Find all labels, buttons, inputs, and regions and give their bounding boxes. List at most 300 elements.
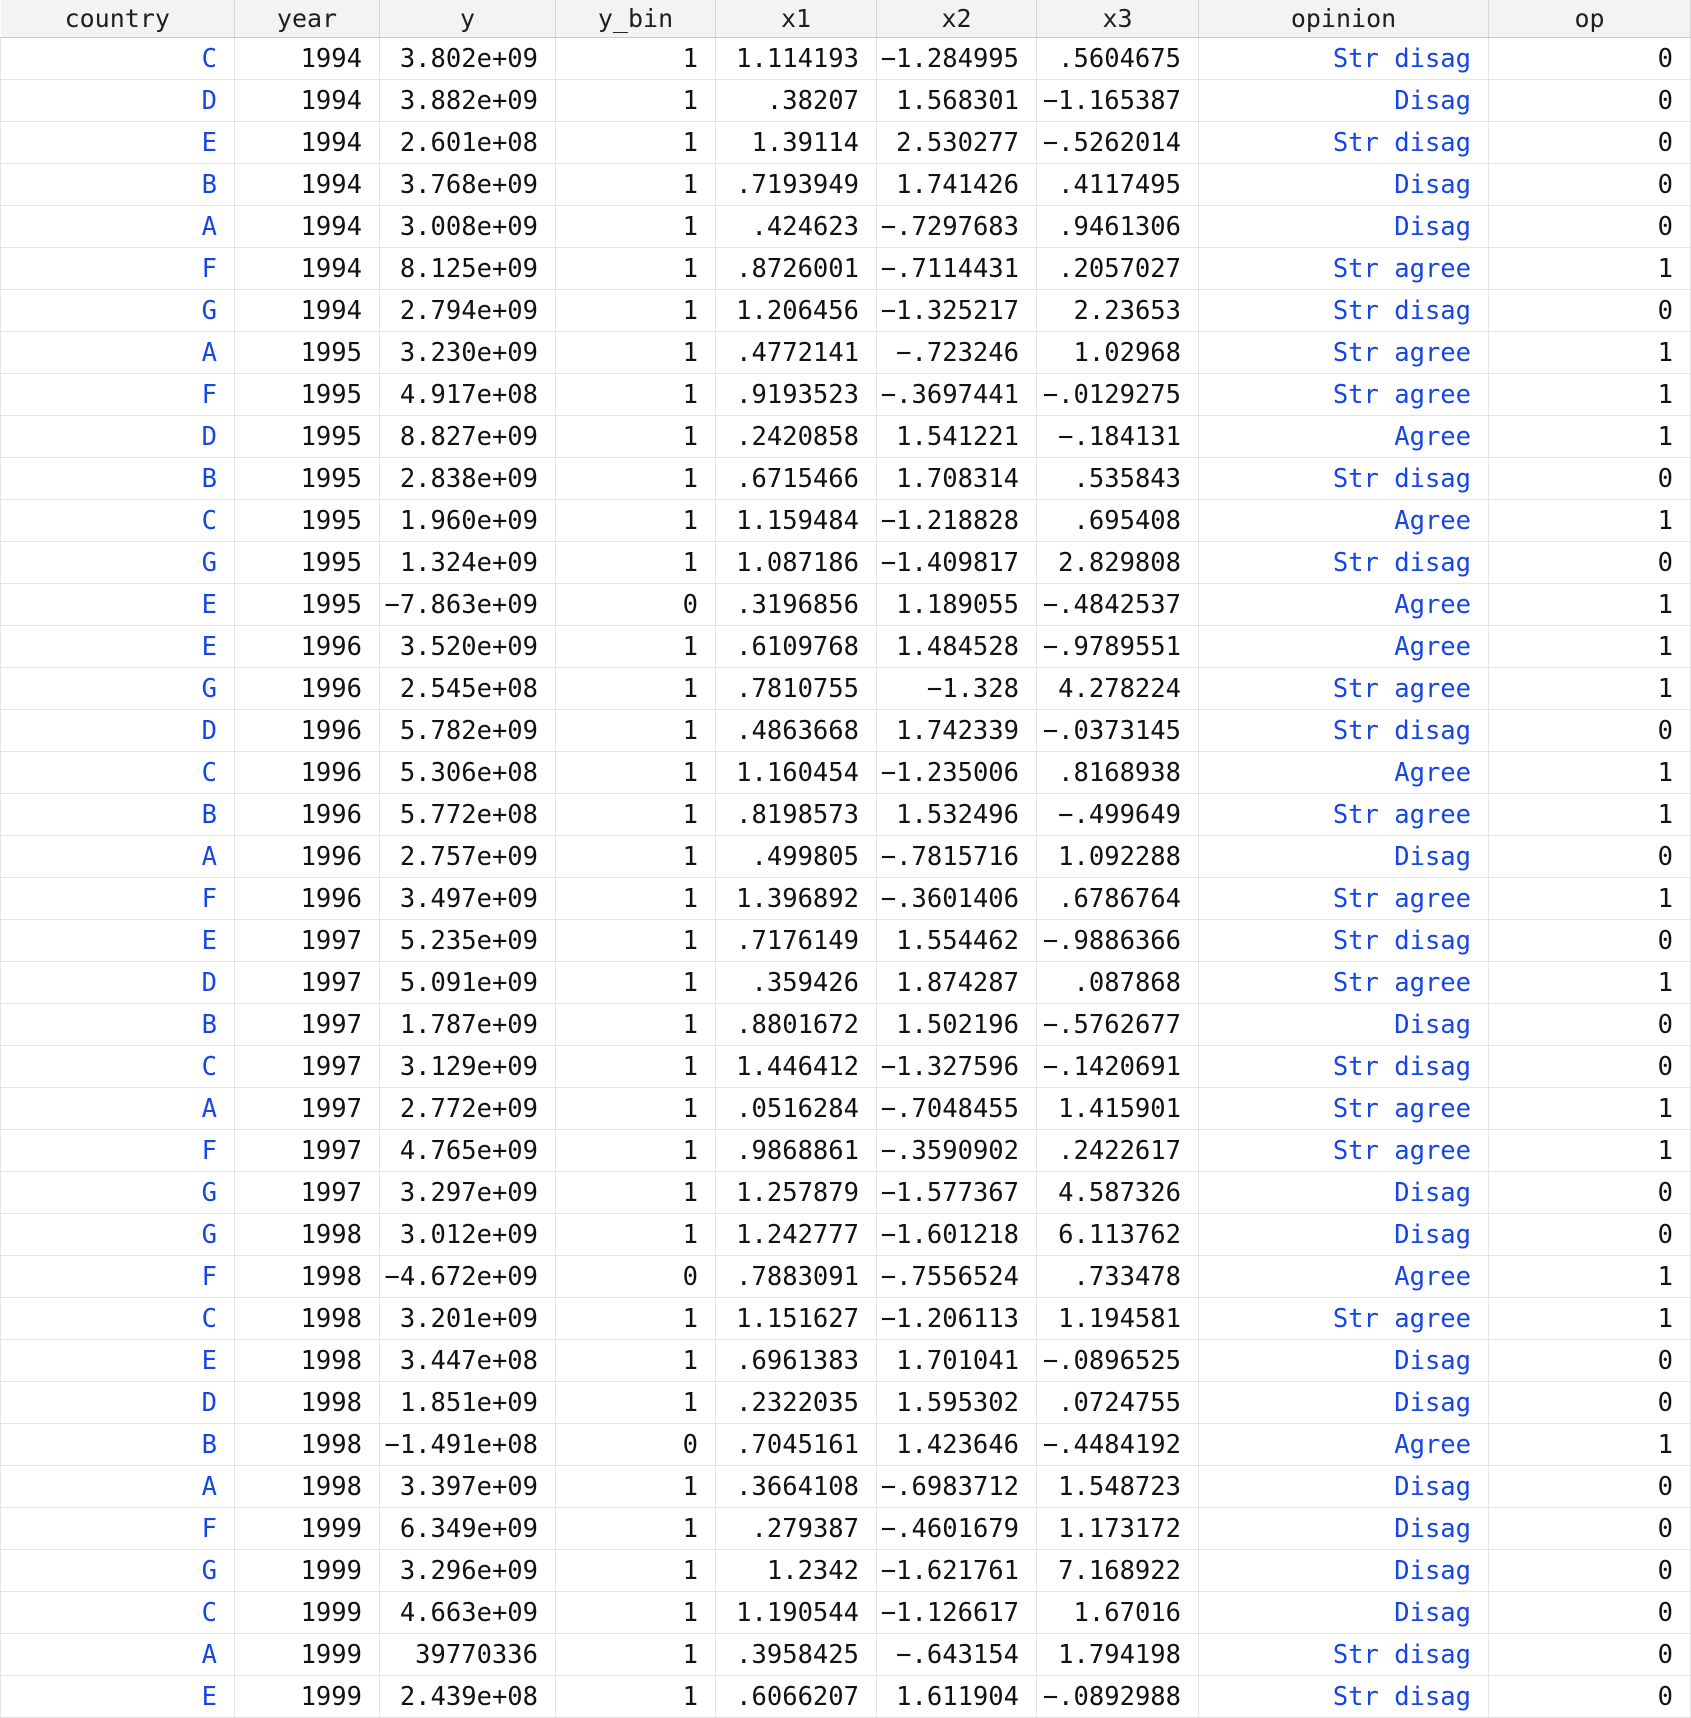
cell-country[interactable]: G	[1, 1214, 235, 1256]
table-row[interactable]	[1, 542, 1691, 584]
cell-x3[interactable]: .5604675	[1037, 38, 1199, 80]
cell-x2[interactable]: 1.701041	[877, 1340, 1037, 1382]
cell-x3[interactable]: .087868	[1037, 962, 1199, 1004]
cell-country[interactable]: F	[1, 374, 235, 416]
cell-x1[interactable]: 1.159484	[716, 500, 877, 542]
cell-country[interactable]: B	[1, 1004, 235, 1046]
table-row[interactable]	[1, 1676, 1691, 1718]
cell-y-bin[interactable]: 1	[556, 542, 716, 584]
cell-y-bin[interactable]: 1	[556, 836, 716, 878]
cell-op[interactable]: 0	[1489, 1214, 1691, 1256]
cell-opinion[interactable]: Str disag	[1199, 458, 1489, 500]
cell-op[interactable]: 0	[1489, 206, 1691, 248]
cell-x2[interactable]: 1.541221	[877, 416, 1037, 458]
cell-x2[interactable]: −1.235006	[877, 752, 1037, 794]
cell-x1[interactable]: 1.446412	[716, 1046, 877, 1088]
cell-y[interactable]: 1.960e+09	[380, 500, 556, 542]
cell-op[interactable]: 1	[1489, 416, 1691, 458]
cell-year[interactable]: 1995	[235, 584, 380, 626]
cell-x1[interactable]: .7810755	[716, 668, 877, 710]
cell-op[interactable]: 0	[1489, 38, 1691, 80]
cell-x2[interactable]: 1.741426	[877, 164, 1037, 206]
cell-country[interactable]: F	[1, 878, 235, 920]
cell-year[interactable]: 1998	[235, 1382, 380, 1424]
cell-op[interactable]: 1	[1489, 248, 1691, 290]
cell-country[interactable]: A	[1, 332, 235, 374]
cell-y-bin[interactable]: 1	[556, 1676, 716, 1718]
table-row[interactable]	[1, 374, 1691, 416]
cell-opinion[interactable]: Disag	[1199, 80, 1489, 122]
cell-year[interactable]: 1997	[235, 1130, 380, 1172]
cell-year[interactable]: 1995	[235, 374, 380, 416]
cell-country[interactable]: A	[1, 1466, 235, 1508]
cell-x3[interactable]: 7.168922	[1037, 1550, 1199, 1592]
cell-x1[interactable]: .8726001	[716, 248, 877, 290]
cell-opinion[interactable]: Disag	[1199, 164, 1489, 206]
cell-year[interactable]: 1997	[235, 1172, 380, 1214]
cell-y-bin[interactable]: 1	[556, 794, 716, 836]
cell-x2[interactable]: −.7048455	[877, 1088, 1037, 1130]
cell-opinion[interactable]: Agree	[1199, 584, 1489, 626]
cell-x1[interactable]: .3196856	[716, 584, 877, 626]
cell-x3[interactable]: 1.794198	[1037, 1634, 1199, 1676]
cell-x1[interactable]: .7193949	[716, 164, 877, 206]
table-row[interactable]	[1, 668, 1691, 710]
cell-y-bin[interactable]: 1	[556, 710, 716, 752]
table-row[interactable]	[1, 1214, 1691, 1256]
cell-country[interactable]: A	[1, 836, 235, 878]
cell-country[interactable]: B	[1, 1424, 235, 1466]
cell-x1[interactable]: .359426	[716, 962, 877, 1004]
cell-y-bin[interactable]: 1	[556, 1550, 716, 1592]
cell-y-bin[interactable]: 1	[556, 1634, 716, 1676]
cell-country[interactable]: D	[1, 962, 235, 1004]
table-row[interactable]	[1, 206, 1691, 248]
cell-year[interactable]: 1995	[235, 500, 380, 542]
cell-y-bin[interactable]: 1	[556, 1130, 716, 1172]
cell-country[interactable]: E	[1, 584, 235, 626]
cell-x2[interactable]: 1.568301	[877, 80, 1037, 122]
cell-x2[interactable]: −.723246	[877, 332, 1037, 374]
cell-x1[interactable]: 1.151627	[716, 1298, 877, 1340]
cell-x1[interactable]: .424623	[716, 206, 877, 248]
cell-y-bin[interactable]: 1	[556, 1382, 716, 1424]
cell-x3[interactable]: −.5262014	[1037, 122, 1199, 164]
cell-x1[interactable]: .499805	[716, 836, 877, 878]
table-row[interactable]	[1, 248, 1691, 290]
cell-x2[interactable]: 1.742339	[877, 710, 1037, 752]
cell-x2[interactable]: −1.601218	[877, 1214, 1037, 1256]
cell-y[interactable]: 5.772e+08	[380, 794, 556, 836]
cell-y[interactable]: −4.672e+09	[380, 1256, 556, 1298]
cell-x3[interactable]: 1.092288	[1037, 836, 1199, 878]
table-row[interactable]	[1, 878, 1691, 920]
cell-opinion[interactable]: Disag	[1199, 1466, 1489, 1508]
cell-opinion[interactable]: Str agree	[1199, 962, 1489, 1004]
cell-x2[interactable]: −.6983712	[877, 1466, 1037, 1508]
cell-x2[interactable]: −.4601679	[877, 1508, 1037, 1550]
cell-country[interactable]: C	[1, 500, 235, 542]
cell-x1[interactable]: .38207	[716, 80, 877, 122]
cell-year[interactable]: 1994	[235, 122, 380, 164]
column-header-y-bin[interactable]: y_bin	[556, 0, 716, 38]
cell-x1[interactable]: .4863668	[716, 710, 877, 752]
cell-opinion[interactable]: Agree	[1199, 752, 1489, 794]
cell-year[interactable]: 1998	[235, 1340, 380, 1382]
cell-year[interactable]: 1996	[235, 626, 380, 668]
cell-opinion[interactable]: Str disag	[1199, 1634, 1489, 1676]
table-row[interactable]	[1, 290, 1691, 332]
cell-opinion[interactable]: Str agree	[1199, 668, 1489, 710]
cell-year[interactable]: 1994	[235, 248, 380, 290]
cell-y[interactable]: 2.545e+08	[380, 668, 556, 710]
cell-x2[interactable]: −1.327596	[877, 1046, 1037, 1088]
cell-x2[interactable]: 1.874287	[877, 962, 1037, 1004]
cell-year[interactable]: 1999	[235, 1508, 380, 1550]
cell-y[interactable]: 3.008e+09	[380, 206, 556, 248]
cell-country[interactable]: G	[1, 1172, 235, 1214]
cell-x3[interactable]: −.0129275	[1037, 374, 1199, 416]
table-row[interactable]	[1, 1088, 1691, 1130]
cell-year[interactable]: 1998	[235, 1466, 380, 1508]
cell-y[interactable]: 2.794e+09	[380, 290, 556, 332]
cell-op[interactable]: 0	[1489, 1676, 1691, 1718]
cell-year[interactable]: 1999	[235, 1676, 380, 1718]
cell-country[interactable]: E	[1, 1676, 235, 1718]
cell-x3[interactable]: −.184131	[1037, 416, 1199, 458]
cell-y[interactable]: 5.235e+09	[380, 920, 556, 962]
cell-op[interactable]: 1	[1489, 878, 1691, 920]
cell-x2[interactable]: −.7815716	[877, 836, 1037, 878]
cell-opinion[interactable]: Agree	[1199, 1424, 1489, 1466]
cell-y[interactable]: 5.091e+09	[380, 962, 556, 1004]
cell-y[interactable]: 2.772e+09	[380, 1088, 556, 1130]
cell-y[interactable]: 3.012e+09	[380, 1214, 556, 1256]
cell-y[interactable]: −7.863e+09	[380, 584, 556, 626]
cell-op[interactable]: 1	[1489, 1088, 1691, 1130]
cell-op[interactable]: 0	[1489, 1340, 1691, 1382]
cell-x3[interactable]: .2057027	[1037, 248, 1199, 290]
cell-opinion[interactable]: Agree	[1199, 1256, 1489, 1298]
table-row[interactable]	[1, 836, 1691, 878]
cell-country[interactable]: E	[1, 626, 235, 668]
cell-op[interactable]: 0	[1489, 1004, 1691, 1046]
cell-x1[interactable]: .7045161	[716, 1424, 877, 1466]
table-row[interactable]	[1, 1550, 1691, 1592]
cell-x3[interactable]: 1.194581	[1037, 1298, 1199, 1340]
cell-x2[interactable]: −1.577367	[877, 1172, 1037, 1214]
cell-opinion[interactable]: Str agree	[1199, 794, 1489, 836]
cell-y-bin[interactable]: 1	[556, 206, 716, 248]
table-row[interactable]	[1, 710, 1691, 752]
cell-y[interactable]: 3.520e+09	[380, 626, 556, 668]
cell-x2[interactable]: −1.621761	[877, 1550, 1037, 1592]
cell-x1[interactable]: 1.206456	[716, 290, 877, 332]
cell-x2[interactable]: −.3590902	[877, 1130, 1037, 1172]
cell-x2[interactable]: −.7297683	[877, 206, 1037, 248]
cell-opinion[interactable]: Disag	[1199, 1550, 1489, 1592]
cell-x2[interactable]: −.7556524	[877, 1256, 1037, 1298]
column-header-x2[interactable]: x2	[877, 0, 1037, 38]
table-row[interactable]	[1, 1256, 1691, 1298]
cell-op[interactable]: 1	[1489, 626, 1691, 668]
cell-op[interactable]: 1	[1489, 374, 1691, 416]
cell-y[interactable]: 1.851e+09	[380, 1382, 556, 1424]
cell-year[interactable]: 1998	[235, 1256, 380, 1298]
cell-year[interactable]: 1994	[235, 290, 380, 332]
cell-op[interactable]: 1	[1489, 1130, 1691, 1172]
cell-year[interactable]: 1997	[235, 1004, 380, 1046]
cell-y[interactable]: 3.296e+09	[380, 1550, 556, 1592]
cell-year[interactable]: 1996	[235, 668, 380, 710]
cell-country[interactable]: E	[1, 920, 235, 962]
cell-op[interactable]: 1	[1489, 1256, 1691, 1298]
column-header-x1[interactable]: x1	[716, 0, 877, 38]
table-row[interactable]	[1, 1130, 1691, 1172]
table-row[interactable]	[1, 1046, 1691, 1088]
cell-y-bin[interactable]: 1	[556, 458, 716, 500]
cell-x1[interactable]: .6109768	[716, 626, 877, 668]
cell-x1[interactable]: .6715466	[716, 458, 877, 500]
cell-op[interactable]: 0	[1489, 1046, 1691, 1088]
cell-x1[interactable]: .9193523	[716, 374, 877, 416]
table-row[interactable]	[1, 584, 1691, 626]
cell-x2[interactable]: 1.554462	[877, 920, 1037, 962]
cell-x1[interactable]: .0516284	[716, 1088, 877, 1130]
cell-x1[interactable]: .4772141	[716, 332, 877, 374]
cell-x2[interactable]: 1.502196	[877, 1004, 1037, 1046]
cell-country[interactable]: D	[1, 1382, 235, 1424]
cell-y[interactable]: 6.349e+09	[380, 1508, 556, 1550]
cell-opinion[interactable]: Str agree	[1199, 1088, 1489, 1130]
cell-country[interactable]: G	[1, 668, 235, 710]
table-row[interactable]	[1, 1592, 1691, 1634]
cell-op[interactable]: 0	[1489, 920, 1691, 962]
table-row[interactable]	[1, 164, 1691, 206]
cell-x3[interactable]: .535843	[1037, 458, 1199, 500]
cell-y-bin[interactable]: 1	[556, 1004, 716, 1046]
cell-x1[interactable]: 1.39114	[716, 122, 877, 164]
column-header-x3[interactable]: x3	[1037, 0, 1199, 38]
cell-x1[interactable]: 1.2342	[716, 1550, 877, 1592]
cell-op[interactable]: 0	[1489, 836, 1691, 878]
cell-opinion[interactable]: Agree	[1199, 626, 1489, 668]
cell-x1[interactable]: .8198573	[716, 794, 877, 836]
cell-y[interactable]: 2.838e+09	[380, 458, 556, 500]
cell-x3[interactable]: 2.829808	[1037, 542, 1199, 584]
cell-y[interactable]: 8.125e+09	[380, 248, 556, 290]
cell-op[interactable]: 0	[1489, 164, 1691, 206]
cell-x2[interactable]: −1.325217	[877, 290, 1037, 332]
cell-opinion[interactable]: Str disag	[1199, 710, 1489, 752]
cell-country[interactable]: E	[1, 1340, 235, 1382]
cell-op[interactable]: 0	[1489, 122, 1691, 164]
cell-op[interactable]: 1	[1489, 1424, 1691, 1466]
cell-y[interactable]: 2.439e+08	[380, 1676, 556, 1718]
table-row[interactable]	[1, 1382, 1691, 1424]
cell-op[interactable]: 0	[1489, 1172, 1691, 1214]
cell-y-bin[interactable]: 0	[556, 1424, 716, 1466]
cell-opinion[interactable]: Str agree	[1199, 248, 1489, 290]
cell-y[interactable]: 3.802e+09	[380, 38, 556, 80]
cell-opinion[interactable]: Str disag	[1199, 122, 1489, 164]
cell-x1[interactable]: 1.396892	[716, 878, 877, 920]
cell-y-bin[interactable]: 1	[556, 374, 716, 416]
cell-x3[interactable]: .8168938	[1037, 752, 1199, 794]
table-row[interactable]	[1, 962, 1691, 1004]
cell-opinion[interactable]: Str agree	[1199, 1130, 1489, 1172]
cell-y-bin[interactable]: 1	[556, 878, 716, 920]
cell-x1[interactable]: .8801672	[716, 1004, 877, 1046]
table-row[interactable]	[1, 1634, 1691, 1676]
cell-x3[interactable]: 4.278224	[1037, 668, 1199, 710]
cell-y-bin[interactable]: 1	[556, 1088, 716, 1130]
cell-x2[interactable]: −.3697441	[877, 374, 1037, 416]
cell-y-bin[interactable]: 1	[556, 80, 716, 122]
cell-y[interactable]: 3.768e+09	[380, 164, 556, 206]
cell-y-bin[interactable]: 1	[556, 668, 716, 710]
cell-x3[interactable]: .4117495	[1037, 164, 1199, 206]
cell-country[interactable]: B	[1, 164, 235, 206]
cell-y[interactable]: 3.447e+08	[380, 1340, 556, 1382]
cell-year[interactable]: 1994	[235, 164, 380, 206]
cell-y[interactable]: 3.230e+09	[380, 332, 556, 374]
cell-opinion[interactable]: Str disag	[1199, 290, 1489, 332]
cell-op[interactable]: 1	[1489, 1298, 1691, 1340]
cell-x3[interactable]: −.0896525	[1037, 1340, 1199, 1382]
cell-x3[interactable]: 2.23653	[1037, 290, 1199, 332]
cell-y-bin[interactable]: 0	[556, 584, 716, 626]
cell-y-bin[interactable]: 1	[556, 626, 716, 668]
cell-y[interactable]: 3.882e+09	[380, 80, 556, 122]
cell-x1[interactable]: .3664108	[716, 1466, 877, 1508]
cell-x1[interactable]: .2420858	[716, 416, 877, 458]
cell-country[interactable]: F	[1, 1256, 235, 1298]
cell-country[interactable]: C	[1, 1046, 235, 1088]
cell-x3[interactable]: .2422617	[1037, 1130, 1199, 1172]
table-row[interactable]	[1, 458, 1691, 500]
cell-opinion[interactable]: Str disag	[1199, 542, 1489, 584]
cell-x1[interactable]: .3958425	[716, 1634, 877, 1676]
cell-x2[interactable]: 2.530277	[877, 122, 1037, 164]
cell-x3[interactable]: −.9886366	[1037, 920, 1199, 962]
cell-op[interactable]: 0	[1489, 458, 1691, 500]
cell-y[interactable]: 3.297e+09	[380, 1172, 556, 1214]
cell-y-bin[interactable]: 1	[556, 1466, 716, 1508]
cell-country[interactable]: B	[1, 794, 235, 836]
cell-y[interactable]: 4.765e+09	[380, 1130, 556, 1172]
cell-x2[interactable]: 1.484528	[877, 626, 1037, 668]
cell-opinion[interactable]: Disag	[1199, 1382, 1489, 1424]
cell-x3[interactable]: .9461306	[1037, 206, 1199, 248]
cell-x2[interactable]: −1.218828	[877, 500, 1037, 542]
cell-x3[interactable]: −.0373145	[1037, 710, 1199, 752]
cell-year[interactable]: 1999	[235, 1592, 380, 1634]
cell-op[interactable]: 0	[1489, 1550, 1691, 1592]
cell-y[interactable]: 1.324e+09	[380, 542, 556, 584]
cell-year[interactable]: 1999	[235, 1550, 380, 1592]
cell-y[interactable]: 2.601e+08	[380, 122, 556, 164]
cell-y-bin[interactable]: 1	[556, 500, 716, 542]
cell-x1[interactable]: .7176149	[716, 920, 877, 962]
cell-year[interactable]: 1996	[235, 794, 380, 836]
cell-opinion[interactable]: Agree	[1199, 416, 1489, 458]
cell-y-bin[interactable]: 1	[556, 1340, 716, 1382]
cell-opinion[interactable]: Disag	[1199, 1004, 1489, 1046]
cell-x3[interactable]: −.9789551	[1037, 626, 1199, 668]
cell-country[interactable]: C	[1, 1298, 235, 1340]
cell-opinion[interactable]: Str agree	[1199, 1298, 1489, 1340]
cell-country[interactable]: D	[1, 710, 235, 752]
cell-opinion[interactable]: Disag	[1199, 206, 1489, 248]
column-header-country[interactable]: country	[1, 0, 235, 38]
cell-year[interactable]: 1995	[235, 458, 380, 500]
table-row[interactable]	[1, 1004, 1691, 1046]
cell-x3[interactable]: −.0892988	[1037, 1676, 1199, 1718]
cell-country[interactable]: F	[1, 248, 235, 290]
cell-opinion[interactable]: Str agree	[1199, 332, 1489, 374]
cell-y-bin[interactable]: 1	[556, 752, 716, 794]
cell-y-bin[interactable]: 1	[556, 1172, 716, 1214]
cell-year[interactable]: 1998	[235, 1298, 380, 1340]
cell-x3[interactable]: .695408	[1037, 500, 1199, 542]
cell-country[interactable]: G	[1, 1550, 235, 1592]
cell-year[interactable]: 1994	[235, 206, 380, 248]
cell-country[interactable]: A	[1, 1634, 235, 1676]
cell-x2[interactable]: −1.206113	[877, 1298, 1037, 1340]
cell-x3[interactable]: −1.165387	[1037, 80, 1199, 122]
cell-x1[interactable]: .6961383	[716, 1340, 877, 1382]
cell-y-bin[interactable]: 1	[556, 1508, 716, 1550]
table-row[interactable]	[1, 1424, 1691, 1466]
cell-opinion[interactable]: Str disag	[1199, 1046, 1489, 1088]
table-row[interactable]	[1, 38, 1691, 80]
cell-year[interactable]: 1996	[235, 752, 380, 794]
cell-x2[interactable]: 1.595302	[877, 1382, 1037, 1424]
table-row[interactable]	[1, 80, 1691, 122]
cell-y-bin[interactable]: 1	[556, 38, 716, 80]
cell-x3[interactable]: −.5762677	[1037, 1004, 1199, 1046]
cell-y-bin[interactable]: 1	[556, 1592, 716, 1634]
cell-op[interactable]: 1	[1489, 752, 1691, 794]
cell-x3[interactable]: 1.173172	[1037, 1508, 1199, 1550]
cell-year[interactable]: 1995	[235, 542, 380, 584]
table-row[interactable]	[1, 1172, 1691, 1214]
cell-x2[interactable]: 1.532496	[877, 794, 1037, 836]
cell-y[interactable]: 1.787e+09	[380, 1004, 556, 1046]
cell-x3[interactable]: −.4484192	[1037, 1424, 1199, 1466]
cell-country[interactable]: F	[1, 1508, 235, 1550]
cell-op[interactable]: 0	[1489, 1382, 1691, 1424]
cell-op[interactable]: 0	[1489, 1592, 1691, 1634]
cell-year[interactable]: 1996	[235, 836, 380, 878]
cell-op[interactable]: 0	[1489, 542, 1691, 584]
cell-country[interactable]: D	[1, 416, 235, 458]
cell-y-bin[interactable]: 1	[556, 1298, 716, 1340]
cell-x2[interactable]: −1.328	[877, 668, 1037, 710]
cell-country[interactable]: A	[1, 206, 235, 248]
cell-year[interactable]: 1994	[235, 38, 380, 80]
cell-x1[interactable]: 1.087186	[716, 542, 877, 584]
table-row[interactable]	[1, 416, 1691, 458]
cell-x3[interactable]: .0724755	[1037, 1382, 1199, 1424]
cell-x3[interactable]: .6786764	[1037, 878, 1199, 920]
cell-y[interactable]: 39770336	[380, 1634, 556, 1676]
cell-opinion[interactable]: Str agree	[1199, 374, 1489, 416]
cell-opinion[interactable]: Disag	[1199, 1592, 1489, 1634]
cell-op[interactable]: 1	[1489, 962, 1691, 1004]
column-header-opinion[interactable]: opinion	[1199, 0, 1489, 38]
